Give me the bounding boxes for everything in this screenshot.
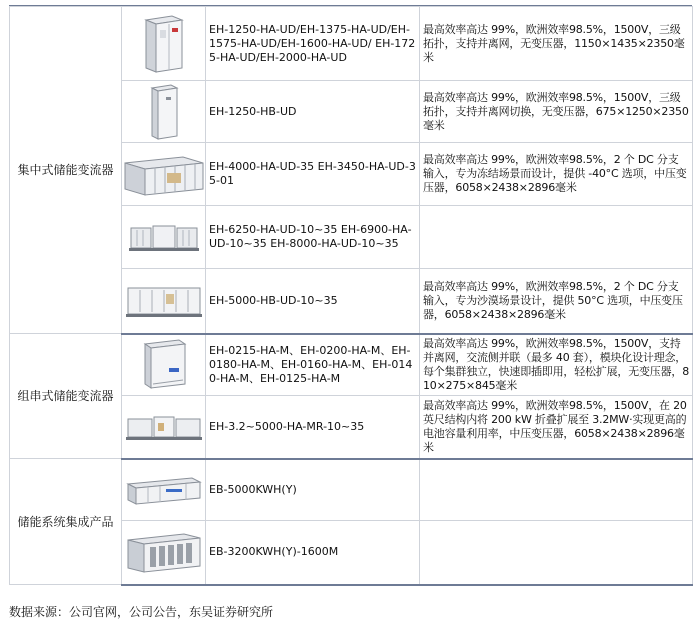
product-image-cell bbox=[122, 143, 206, 206]
description-cell: 最高效率高达 99%，欧洲效率98.5%，1500V，三级拓扑，支持并离网，无变压器，1150×1435×2350毫米 bbox=[420, 7, 693, 81]
product-image-cell bbox=[122, 269, 206, 334]
description-cell: 最高效率高达 99%，欧洲效率98.5%，2 个 DC 分支输入，专为沙漠场景设计，提供 50°C 选项，中压变压器，6058×2438×2896毫米 bbox=[420, 269, 693, 334]
description-cell: 最高效率高达 99%，欧洲效率98.5%，2 个 DC 分支输入，专为冻结场景而设计，提供 -40°C 选项，中压变压器，6058×2438×2896毫米 bbox=[420, 143, 693, 206]
container-skid-image bbox=[129, 220, 199, 254]
category-cell: 集中式储能变流器 bbox=[10, 7, 122, 334]
product-table bbox=[9, 6, 693, 586]
battery-container-image bbox=[126, 530, 202, 574]
description-cell: 最高效率高达 99%，欧洲效率98.5%，1500V，在 20 英尺结构内将 200 kW 折叠扩展至 3.2MW·实现更高的电池容量利用率，中压变压器，6058×2438×2896毫米 bbox=[420, 396, 693, 459]
product-image-cell bbox=[122, 459, 206, 521]
model-cell: EH-3.2~5000-HA-MR-10~35 bbox=[206, 396, 420, 459]
description-cell bbox=[420, 459, 693, 521]
model-cell: EB-5000KWH(Y) bbox=[206, 459, 420, 521]
description-cell: 最高效率高达 99%，欧洲效率98.5%，1500V，支持并离网，交流侧并联（最多 40 套），模块化设计理念，每个集群独立，快速即插即用，轻松扩展，无变压器，810×275×845毫米 bbox=[420, 334, 693, 396]
category-cell: 组串式储能变流器 bbox=[10, 334, 122, 459]
table-row bbox=[10, 334, 693, 396]
container-skid-image bbox=[126, 282, 202, 320]
model-cell: EH-4000-HA-UD-35 EH-3450-HA-UD-35-01 bbox=[206, 143, 420, 206]
product-image-cell bbox=[122, 7, 206, 81]
string-inverter-image bbox=[139, 338, 189, 392]
product-image-cell bbox=[122, 521, 206, 585]
description-cell bbox=[420, 521, 693, 585]
skid-image bbox=[126, 411, 202, 443]
product-image-cell bbox=[122, 396, 206, 459]
description-cell: 最高效率高达 99%，欧洲效率98.5%，1500V，三级拓扑，支持并离网切换，无变压器，675×1250×2350毫米 bbox=[420, 81, 693, 143]
product-image-cell bbox=[122, 206, 206, 269]
cabinet-inverter-image bbox=[142, 14, 186, 74]
battery-container-image bbox=[126, 474, 202, 506]
model-cell: EH-6250-HA-UD-10~35 EH-6900-HA-UD-10~35 EH-8000-HA-UD-10~35 bbox=[206, 206, 420, 269]
model-cell: EH-1250-HA-UD/EH-1375-HA-UD/EH-1575-HA-UD/EH-1600-HA-UD/ EH-1725-HA-UD/EH-2000-HA-UD bbox=[206, 7, 420, 81]
table-row bbox=[10, 459, 693, 521]
table-row bbox=[10, 7, 693, 81]
category-cell: 储能系统集成产品 bbox=[10, 459, 122, 585]
model-cell: EH-0215-HA-M、EH-0200-HA-M、EH-0180-HA-M、EH-0160-HA-M、EH-0140-HA-M、EH-0125-HA-M bbox=[206, 334, 420, 396]
model-cell: EH-1250-HB-UD bbox=[206, 81, 420, 143]
description-cell bbox=[420, 206, 693, 269]
source-note: 数据来源：公司官网，公司公告，东吴证券研究所 bbox=[9, 605, 274, 619]
container-skid-image bbox=[123, 151, 205, 197]
product-image-cell bbox=[122, 334, 206, 396]
product-image-cell bbox=[122, 81, 206, 143]
cabinet-inverter-image bbox=[149, 83, 179, 141]
model-cell: EH-5000-HB-UD-10~35 bbox=[206, 269, 420, 334]
model-cell: EB-3200KWH(Y)-1600M bbox=[206, 521, 420, 585]
